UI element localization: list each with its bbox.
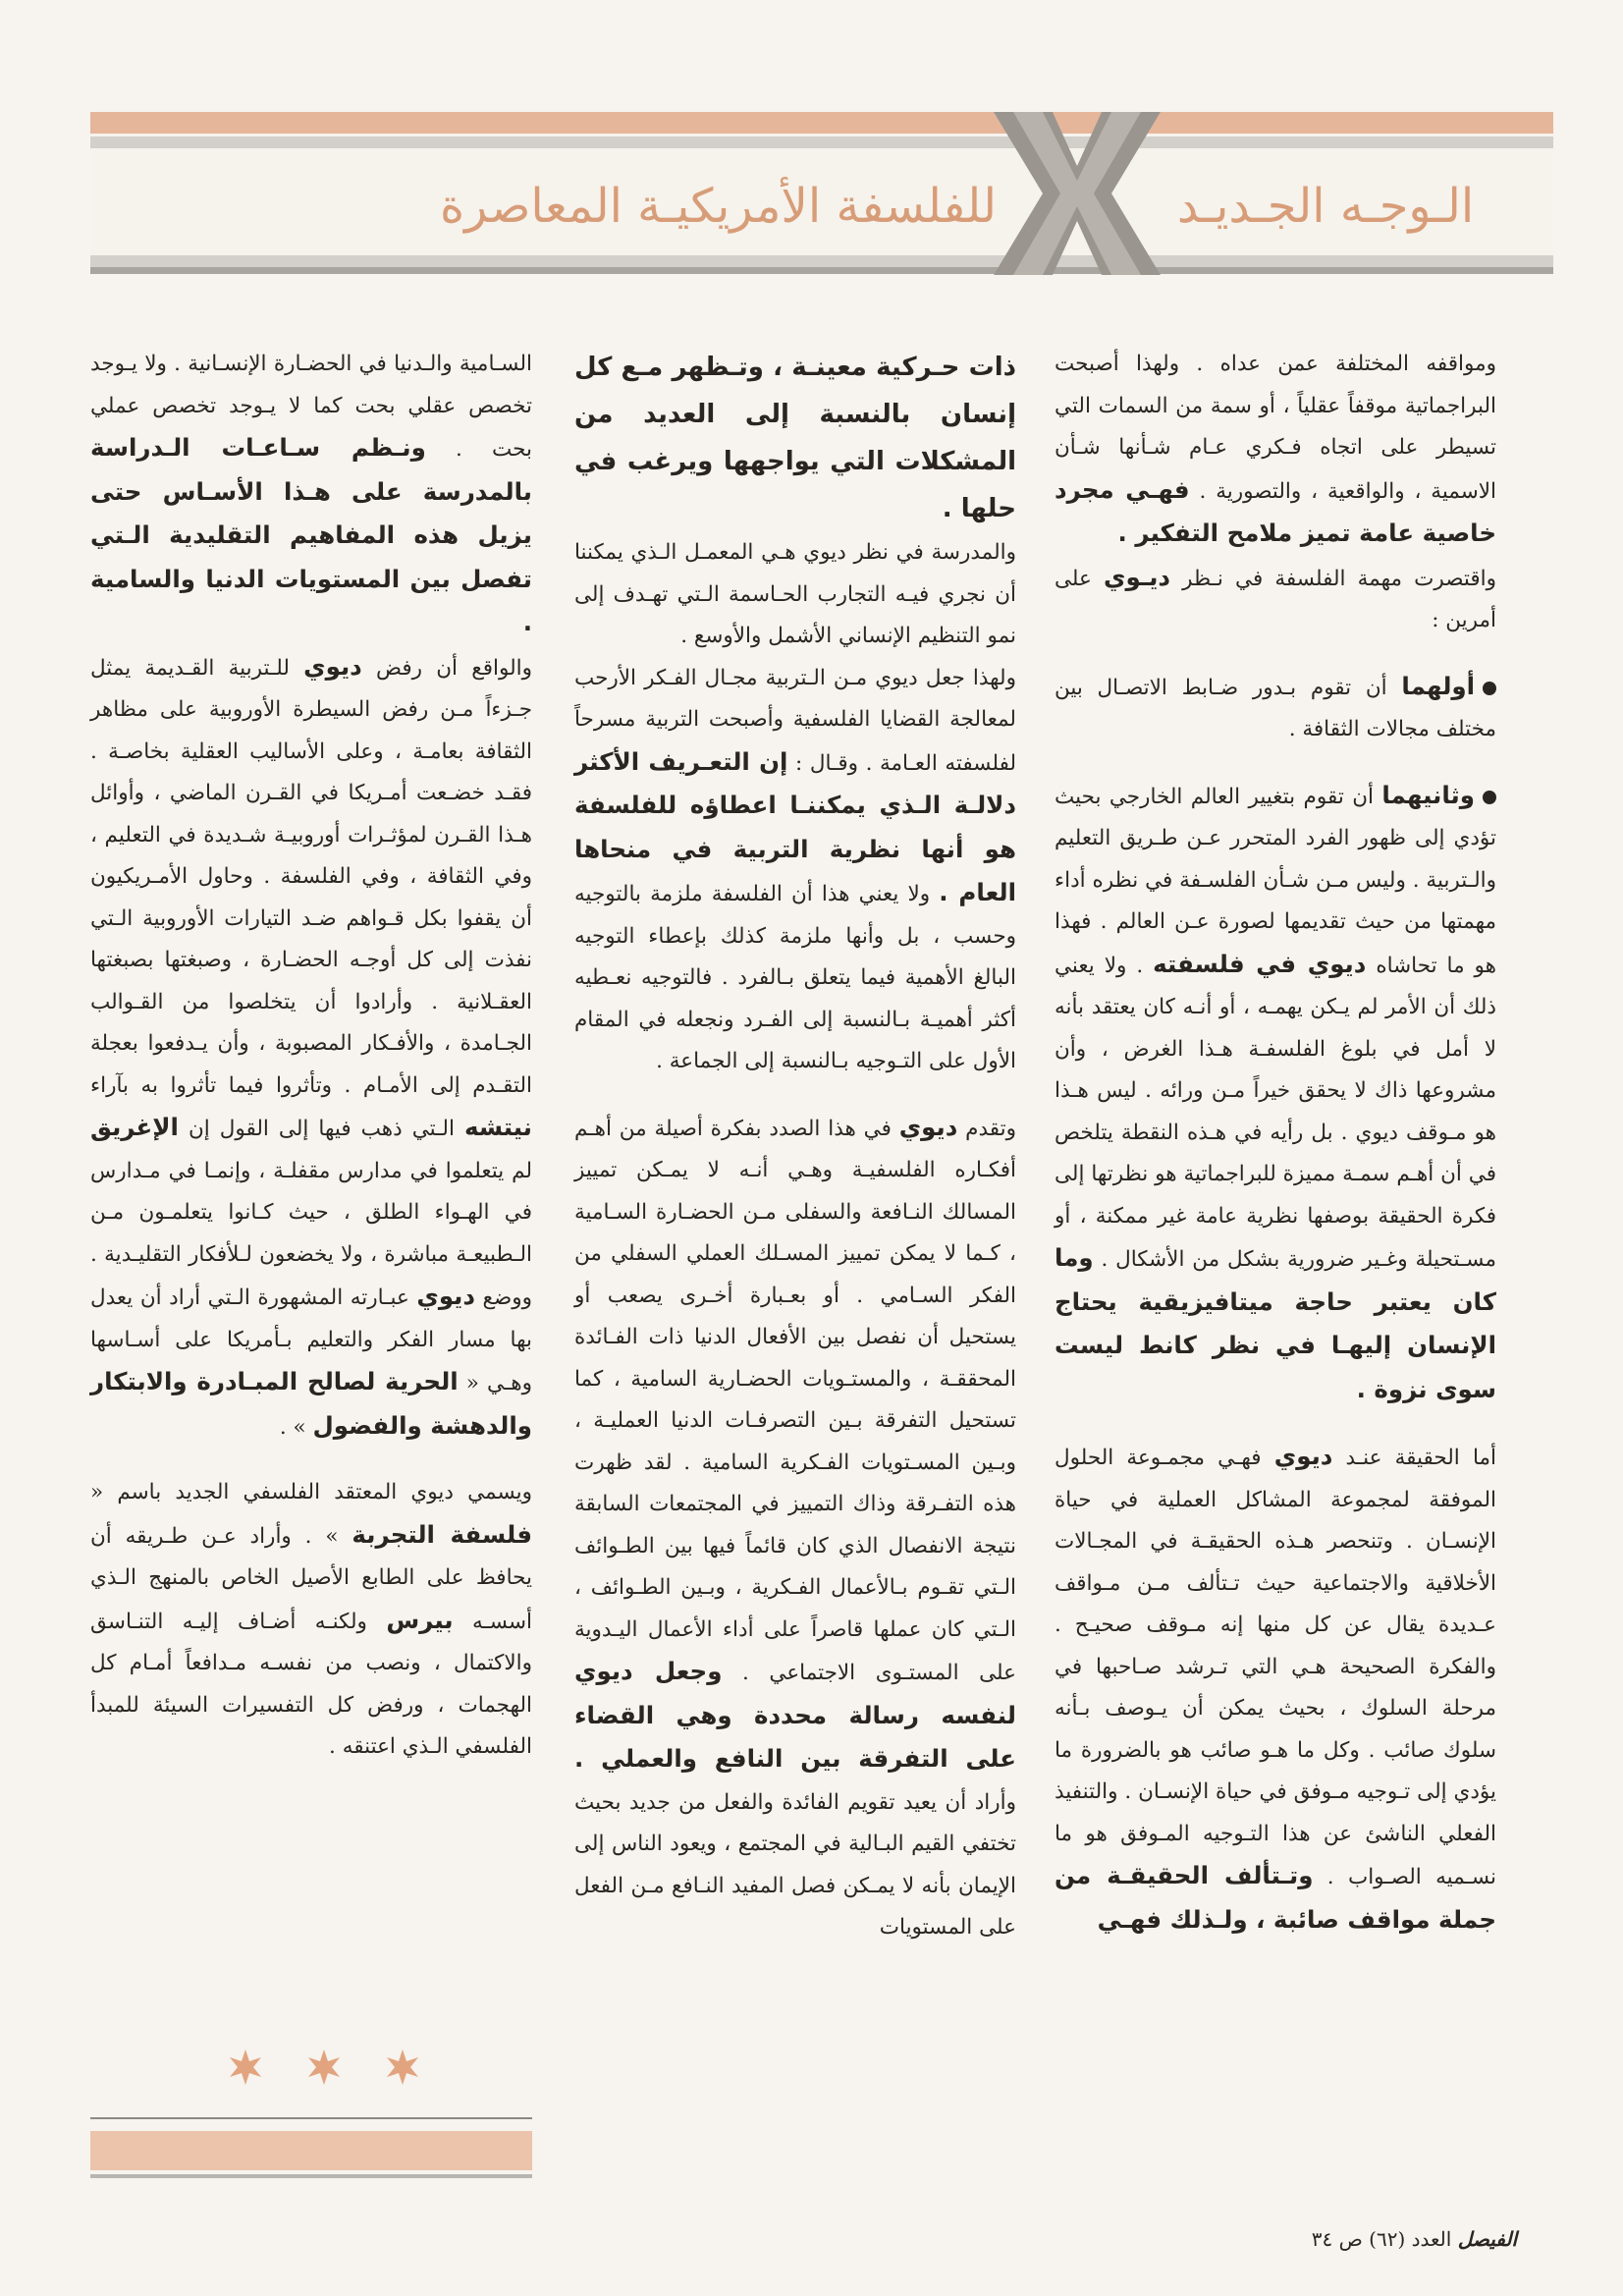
lead-paragraph: ذات حـركية معينـة ، وتـظهر مـع كل إنسان بالنسبة إلى العديد من المشكلات التي يواجهها ويرغب في حلها .: [574, 353, 1016, 523]
column-right: [1055, 344, 1496, 1942]
divider-band-pink: [90, 2131, 532, 2170]
header-band-pink: [90, 112, 1553, 134]
star-icon: [308, 2050, 340, 2085]
end-ornament-stars: [216, 2048, 432, 2087]
magazine-logo: الفيصل: [1457, 2227, 1517, 2251]
star-icon: [387, 2050, 418, 2085]
bullet-item-2: وثانيهما أن تقوم بتغيير العالم الخارجي بحيث تؤدي إلى ظهور الفرد المتحرر عـن طـريق التعليم والـتربية . وليس مـن شـأن الفلسـفة في نظره أداء مهمتها من حيث تقديمها لصورة عـن العالم . فهذا هو ما تحاشاه ديوي في فلسفته . ولا يعني ذلك أن الأمر لم يـكن يهمـه ، أو أنـه كان يعتقد بأنه لا أمل في بلوغ الفلسفـة هـذا الغرض ، وأن مشروعها ذاك لا يحقق خيراً مـن ورائه . ليس هـذا هو مـوقف ديوي . بل رأيه في هـذه النقطة يتلخص في أن أهـم سمـة مميزة للبراجماتية هو نظرتها إلى فكرة الحقيقة بوصفها نظرية عامة غير ممكنة ، أو مسـتحيلة وغـير ضرورية بشكل من الأشكال . وما كان يعتبر حاجة ميتافيزيقية يحتاج الإنسان إليهـا في نظر كانط ليست سوى نزوة .: [1055, 780, 1496, 1403]
paragraph: ولهذا جعل ديوي مـن الـتربية مجـال الفـكر الأرحب لمعالجة القضايا الفلسفية وأصبحت التربية مسرحاً لفلسفته العـامة . وقـال : إن التعـريف الأكثر دلالـة الـذي يمكننـا اعطاؤه للفلسفة هو أنها نظرية التربية في منحاها العام . ولا يعني هذا أن الفلسفة ملزمة بالتوجيه وحسب ، بل وأنها ملزمة كذلك بإعطاء التوجيه البالغ الأهمية فيما يتعلق بـالفرد . فالتوجيه نعـطيه أكثر أهميـة بـالنسبة إلى الفـرد ونجعله في المقام الأول على التـوجيه بـالنسبة إلى الجماعة .: [574, 665, 1017, 1073]
divider-line: [90, 2117, 532, 2119]
column-left: [90, 344, 532, 1769]
bold-phrase: فهـي مجرد خاصية عامة تميز ملامح التفكير .: [1055, 474, 1496, 547]
page-footer: [1178, 2227, 1517, 2257]
header-title-right: الـوجـه الجـديـد: [1176, 179, 1475, 234]
divider-band-grey: [90, 2174, 532, 2178]
bullet-item-1: أولهما أن تقوم بـدور ضـابط الاتصـال بين مختلف مجالات الثقافة .: [1055, 671, 1496, 741]
header-band-grey: [90, 137, 1553, 148]
column-middle: [574, 344, 1016, 1949]
paragraph: وتقدم ديوي في هذا الصدد بفكرة أصيلة من أهـم أفكـاره الفلسفيـة وهـي أنـه لا يمـكن تمييز المسالك النـافعة والسفلى مـن الحضـارة السـامية ، كـما لا يمكن تمييز المسـلك العملي السفلي من الفكر السـامي . أو بعـبارة أخـرى يصعب أو يستحيل أن نفصل بين الأفعال الدنيا ذات الفـائدة المحققـة ، والمستـويات الحضـارية السامية ، كما تستحيل التفرقة بـين التصرفـات الدنيا العمليـة ، وبـين المسـتويات الفـكرية السامية . لقد ظهرت هذه التفـرقة وذاك التمييز في المجتمعات السابقة نتيجة الانفصال الذي كان قائماً فيها بين الطـوائف الـتي تقـوم بـالأعمال الفـكرية ، وبـين الطـوائف ، الـتي كان عملها قاصراً على أداء الأعمال اليـدوية على المستـوى الاجتماعي . وجعل ديوي لنفسه رسالة محددة وهي القضاء على التفرقة بين النافع والعملي . وأراد أن يعيد تقويم الفائدة والفعل من جديد بحيث تختفي القيم البـالية في المجتمع ، ويعود الناس إلى الإيمان بأنه لا يمـكن فصل المفيد النـافع مـن الفعل على المستويات: [574, 1112, 1016, 1940]
header-band-dark-bottom: [90, 267, 1553, 274]
star-icon: [230, 2050, 261, 2085]
header-chevron-ornament: [994, 112, 1161, 275]
header-band-grey-bottom: [90, 255, 1553, 267]
paragraph: ويسمي ديوي المعتقد الفلسفي الجديد باسم « فلسفة التجربة » . وأراد عـن طـريقه أن يحافظ على الطابع الأصيل الخاص بالمنهج الـذي أسسـه بيرس ولكنـه أضـاف إليـه التنـاسق والاكتمال ، ونصب من نفسـه مـدافعاً أمـام كل الهجمات ، ورفض كل التفسيرات السيئة للمبدأ الفلسفي الـذي اعتنقه .: [90, 1480, 532, 1759]
paragraph: واقتصرت مهمة الفلسفة في نـظر ديـوي على أمرين :: [1055, 562, 1496, 632]
bullet-dot-icon: [1483, 682, 1496, 695]
paragraph: ومواقفه المختلفة عمن عداه . ولهذا أصبحت البراجماتية موقفاً عقلياً ، أو سمة من السمات التي تسيطر على اتجاه فـكري عـام شـأنها شـأن الاسمية ، والواقعية ، والتصورية . فهـي مجرد خاصية عامة تميز ملامح التفكير .: [1055, 352, 1496, 547]
issue-page-number: العدد (٦٢) ص ٣٤: [1311, 2227, 1452, 2251]
header-title-left: للفلسفة الأمريكيـة المعاصرة: [440, 179, 997, 234]
paragraph: أما الحقيقة عنـد ديوي فهـي مجمـوعة الحلول الموفقة لمجموعة المشاكل العملية في حياة الإنسـان . وتنحصر هـذه الحقيقـة في المجـالات الأخلاقية والاجتماعية حيث تـتألف مـن مـواقف عـديدة يقال عن كل منها إنه مـوقف صحيـح . والفكرة الصحيحة هـي التي تـرشد صـاحبها في مرحلة السلوك ، بحيث يمكن أن يـوصف بـأنه سلوك صائب . وكل ما هـو صائب هو بالضرورة ما يؤدي إلى تـوجيه مـوفق في حياة الإنسـان . والتنفيذ الفعلي الناشئ عن هذا التـوجيه المـوفق هو ما نسـميه الصـواب . وتـتألف الحقيقـة من جملة مواقف صائبة ، ولـذلك فهـي: [1055, 1442, 1496, 1934]
paragraph: والواقع أن رفض ديوي للـتربية القـديمة يمثل جـزءاً مـن رفض السيطرة الأوروبية على مظاهر الثقافة بعامـة ، وعلى الأساليب العقلية بخاصـة . فقـد خضـعت أمـريكا في القـرن الماضي ، وأوائل هـذا القـرن لمؤثـرات أوروبيـة شـديدة في التعليم ، وفي الثقافة ، وفي الفلسفة . وحاول الأمـريكيون أن يقفوا بكل قـواهم ضـد التيارات الأوروبية الـتي نفذت إلى كل أوجـه الحضـارة ، وصبغتها بصبغتها العقـلانية . وأرادوا أن يتخلصوا من القـوالب الجـامدة ، والأفـكار المصبوبة ، وأن يـدفعوا بعجلة التقـدم إلى الأمـام . وتأثروا فيما تأثروا به بآراء نيتشه الـتي ذهب فيها إلى القول إن الإغريق لم يتعلموا في مدارس مقفلـة ، وإنمـا في مـدارس في الهـواء الطلق ، حيث كـانوا يتعلمـون مـن الـطبيعـة مباشرة ، ولا يخضعون لـلأفكار التقليـدية . ووضع ديوي عبـارته المشهورة الـتي أراد أن يعدل بها مسار الفكر والتعليم بـأمريكا على أسـاسها وهـي « الحرية لصالح المبـادرة والابتكار والدهشة والفضول » .: [90, 651, 532, 1440]
bullet-dot-icon: [1483, 791, 1496, 804]
paragraph: السـامية والـدنيا في الحضـارة الإنسـانية . ولا يـوجد تخصص عقلي بحت كما لا يـوجد تخصص عملي بحت . ونـظم سـاعـات الـدراسة بالمدرسة على هـذا الأسـاس حتى يزيل هذه المفاهيم التقليدية الـتي تفصل بين المستويات الدنيا والسامية .: [90, 352, 532, 636]
paragraph: والمدرسة في نظر ديوي هـي المعمـل الـذي يمكننا أن نجري فيـه التجارب الحـاسمة الـتي تهـدف إلى نمو التنظيم الإنساني الأشمل والأوسع .: [574, 540, 1016, 648]
